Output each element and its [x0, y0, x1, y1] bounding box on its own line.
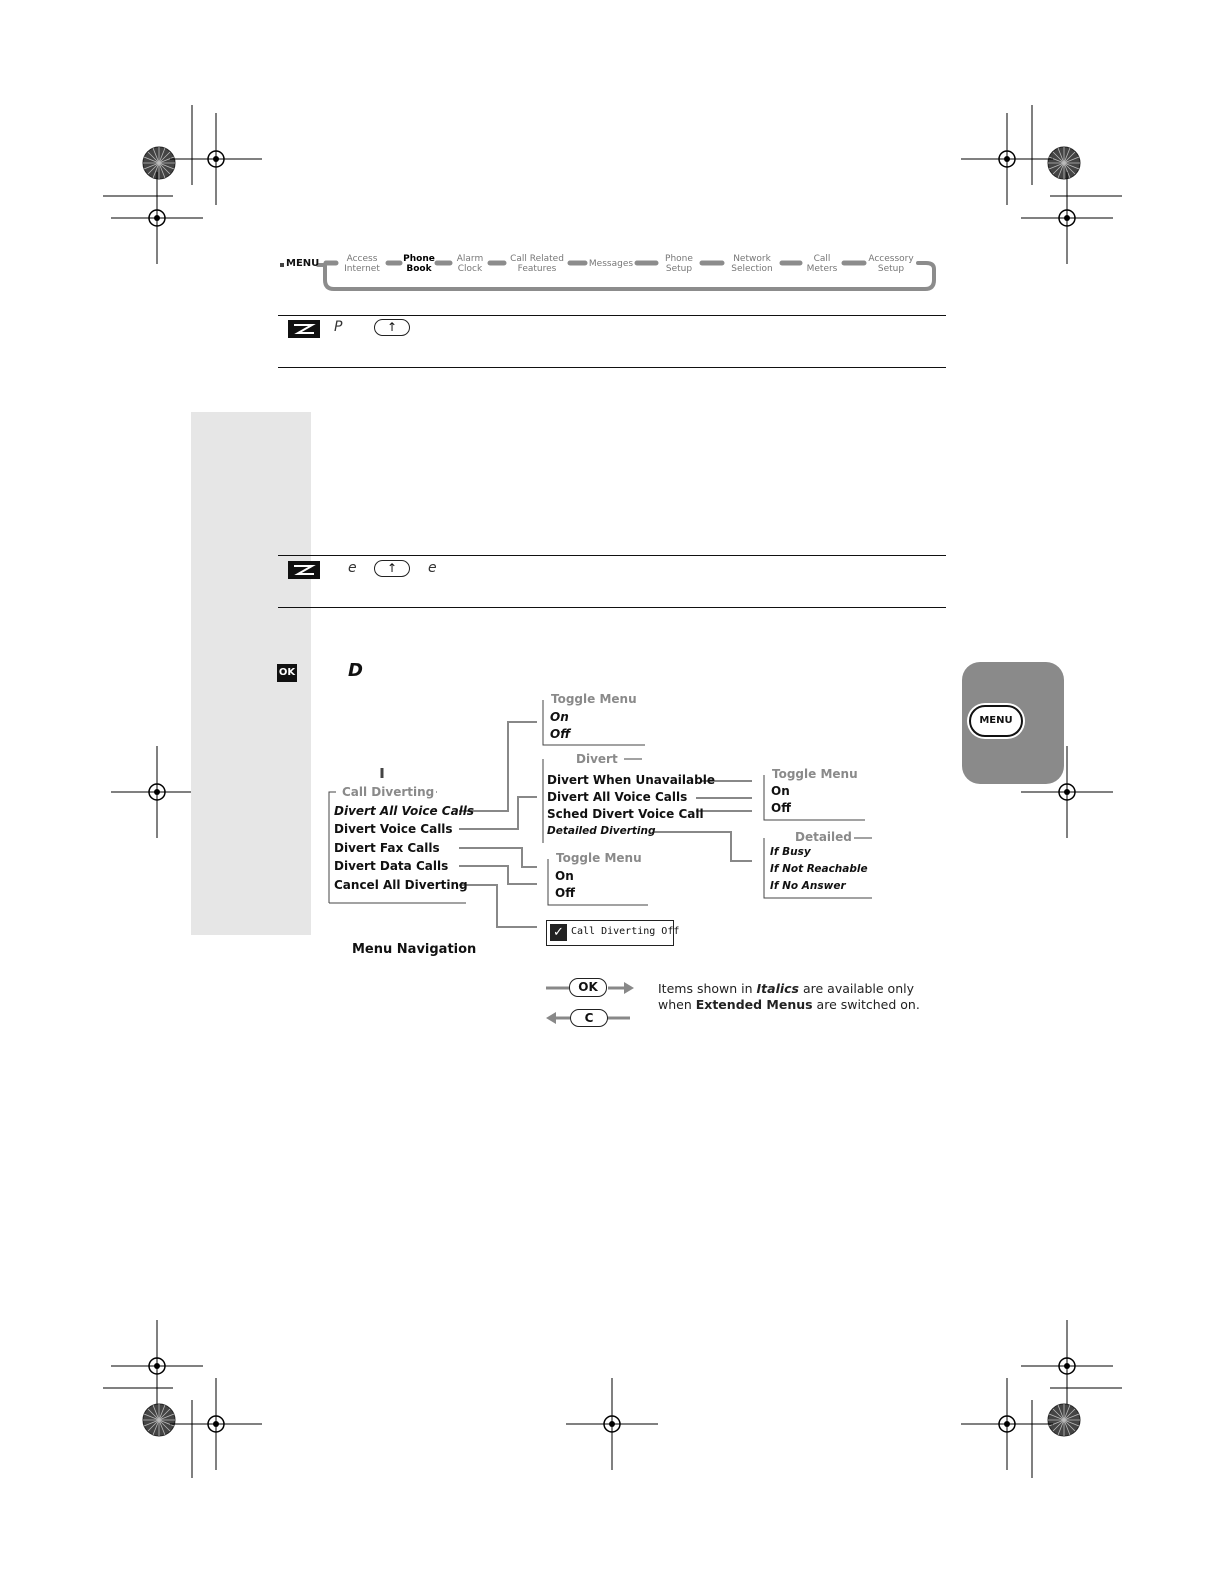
nav-item-accessory-setup[interactable]: Accessory Setup: [868, 254, 914, 274]
arrow-up-key: ↑: [374, 560, 410, 577]
tip-text-b: e: [428, 560, 437, 576]
check-icon: ✓: [550, 924, 567, 941]
toggle-off[interactable]: Off: [550, 727, 571, 741]
menu-item-detailed-diverting[interactable]: Detailed Diverting: [547, 825, 656, 837]
menu-label: MENU: [286, 258, 320, 269]
tip-text: e: [348, 560, 357, 576]
nav-item-phone-book[interactable]: Phone Book: [403, 254, 435, 274]
call-diverting-heading: Call Diverting: [342, 785, 435, 799]
arrow-right-icon: [624, 982, 634, 994]
toggle-menu-heading: Toggle Menu: [556, 851, 642, 865]
menu-item-divert-all-voice-calls[interactable]: Divert All Voice Calls: [334, 804, 475, 818]
toggle-menu-heading: Toggle Menu: [551, 692, 637, 706]
arrow-up-key: ↑: [374, 319, 410, 336]
menu-item-divert-voice-calls[interactable]: Divert Voice Calls: [334, 822, 453, 836]
menu-item-if-not-reachable[interactable]: If Not Reachable: [770, 863, 868, 875]
detailed-heading: Detailed: [795, 830, 852, 844]
nav-item-network-selection[interactable]: Network Selection: [731, 254, 773, 274]
section-letter: D: [348, 660, 363, 681]
italics-note-line1: [658, 981, 914, 997]
note-emphasis: Italics: [756, 981, 799, 996]
toggle-on[interactable]: On: [771, 784, 790, 798]
menu-item-sched-divert-voice-call[interactable]: Sched Divert Voice Call: [547, 807, 704, 821]
confirmation-text: Call Diverting Off: [571, 926, 680, 937]
menu-item-if-no-answer[interactable]: If No Answer: [770, 880, 846, 892]
menu-item-divert-when-unavailable[interactable]: Divert When Unavailable: [547, 773, 715, 787]
note-emphasis: Extended Menus: [695, 997, 813, 1012]
toggle-menu-heading: Toggle Menu: [772, 767, 858, 781]
toggle-on[interactable]: On: [555, 869, 574, 883]
nav-item-call-meters[interactable]: Call Meters: [806, 254, 838, 274]
note-text: when: [658, 997, 696, 1012]
toggle-on[interactable]: On: [550, 710, 569, 724]
menu-button[interactable]: MENU: [969, 705, 1023, 737]
ok-key: OK: [569, 978, 607, 997]
nav-item-phone-setup[interactable]: Phone Setup: [665, 254, 693, 274]
menu-item-divert-data-calls[interactable]: Divert Data Calls: [334, 859, 449, 873]
toggle-off[interactable]: Off: [555, 886, 575, 900]
italics-note-line2: [658, 997, 920, 1013]
note-text: are available only: [799, 981, 914, 996]
c-key: C: [570, 1009, 608, 1027]
ok-badge: OK: [277, 664, 297, 682]
note-text: Items shown in: [658, 981, 757, 996]
toggle-off[interactable]: Off: [771, 801, 791, 815]
nav-item-messages[interactable]: Messages: [588, 259, 634, 269]
tip-text: P: [334, 319, 343, 335]
nav-item-call-related-features[interactable]: Call Related Features: [510, 254, 564, 274]
menu-item-cancel-all-diverting[interactable]: Cancel All Diverting: [334, 878, 468, 892]
menu-navigation-title: Menu Navigation: [352, 942, 477, 957]
divert-heading: Divert: [576, 752, 618, 766]
note-text: are switched on.: [812, 997, 920, 1012]
nav-item-alarm-clock[interactable]: Alarm Clock: [456, 254, 484, 274]
menu-item-divert-all-voice-calls[interactable]: Divert All Voice Calls: [547, 790, 688, 804]
menu-item-divert-fax-calls[interactable]: Divert Fax Calls: [334, 841, 440, 855]
nav-item-access-internet[interactable]: Access Internet: [344, 254, 380, 274]
menu-item-if-busy[interactable]: If Busy: [770, 846, 811, 858]
confirmation-display: [546, 920, 680, 946]
arrow-left-icon: [546, 1012, 556, 1024]
